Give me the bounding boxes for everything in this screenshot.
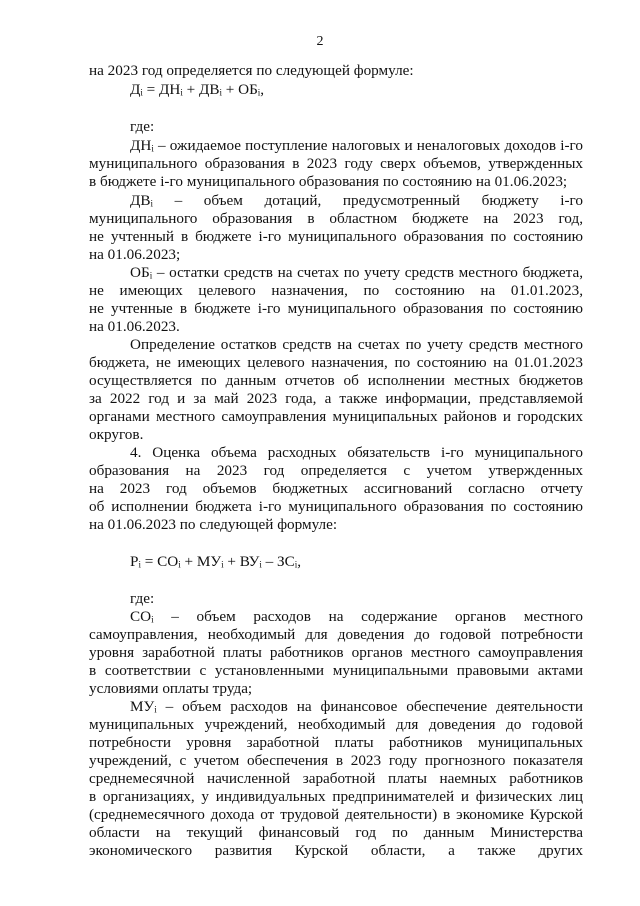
- text-line: об исполнении бюджета i-го муниципального образования по состоянию: [89, 498, 583, 515]
- text-line: учреждений, с учетом обеспечения в 2023 году прогнозного показателя: [89, 752, 583, 769]
- text-line: в бюджете i-го муниципального образования по состоянию на 01.06.2023;: [89, 173, 568, 190]
- text-line: на 2023 год объемов бюджетных ассигнований согласно отчету: [89, 480, 583, 497]
- text-line: на 01.06.2023 по следующей формуле:: [89, 516, 338, 533]
- text-line: муниципального образования в 2023 году сверх объемов, утвержденных: [89, 155, 583, 172]
- text-line: муниципального образования в областном бюджете на 2023 год,: [89, 210, 583, 227]
- text-line: МУᵢ – объем расходов на финансовое обеспечение деятельности: [130, 698, 583, 715]
- text-line: за 2022 год и за май 2023 года, а также информации, представляемой: [89, 390, 583, 407]
- text-line: образования на 2023 год определяется с учетом утвержденных: [89, 462, 583, 479]
- text-line: среднемесячной начисленной заработной платы наемных работников: [89, 770, 583, 787]
- text-line: в организациях, у индивидуальных предпринимателей и физических лиц: [89, 788, 583, 805]
- text-line: где:: [130, 118, 155, 135]
- formula-p: Рᵢ = СОᵢ + МУᵢ + ВУᵢ – ЗСᵢ,: [130, 553, 302, 570]
- text-line: не учтенный в бюджете i-го муниципального образования по состоянию: [89, 228, 583, 245]
- page-number: 2: [316, 34, 324, 49]
- text-line: органами местного самоуправления муниципальных районов и городских: [89, 408, 583, 425]
- text-line: муниципальных учреждений, необходимый для доведения до годовой: [89, 716, 583, 733]
- text-line: на 01.06.2023;: [89, 246, 181, 263]
- text-line: ОБᵢ – остатки средств на счетах по учету средств местного бюджета,: [130, 264, 583, 281]
- text-line: на 2023 год определяется по следующей формуле:: [89, 62, 414, 79]
- text-line: условиями оплаты труда;: [89, 680, 253, 697]
- text-line: ДВᵢ – объем дотаций, предусмотренный бюджету i-го: [130, 192, 583, 209]
- text-line: потребности уровня заработной платы работников муниципальных: [89, 734, 583, 751]
- text-line: в соответствии с установленными муниципальными правовыми актами: [89, 662, 583, 679]
- formula-d: Дᵢ = ДНᵢ + ДВᵢ + ОБᵢ,: [130, 81, 265, 98]
- text-line: где:: [130, 590, 155, 607]
- text-line: не учтенные в бюджете i-го муниципального образования по состоянию: [89, 300, 583, 317]
- text-line: округов.: [89, 426, 144, 443]
- text-line: на 01.06.2023.: [89, 318, 180, 335]
- section-heading-4: 4. Оценка объема расходных обязательств i-го муниципального: [130, 444, 583, 461]
- text-line: Определение остатков средств на счетах по учету средств местного: [130, 336, 583, 353]
- text-line: самоуправления, необходимый для доведения до годовой потребности: [89, 626, 583, 643]
- text-line: не имеющих целевого назначения, по состоянию на 01.01.2023,: [89, 282, 583, 299]
- text-line: осуществляется по данным отчетов об исполнении местных бюджетов: [89, 372, 583, 389]
- text-line: области на текущий финансовый год по данным Министерства: [89, 824, 583, 841]
- text-line: экономического развития Курской области, а также других: [89, 842, 583, 859]
- text-line: ДНᵢ – ожидаемое поступление налоговых и неналоговых доходов i-го: [130, 137, 583, 154]
- text-line: бюджета, не имеющих целевого назначения, по состоянию на 01.01.2023: [89, 354, 583, 371]
- text-line: СОᵢ – объем расходов на содержание органов местного: [130, 608, 583, 625]
- text-line: уровня заработной платы работников органов местного самоуправления: [89, 644, 583, 661]
- text-line: (среднемесячного дохода от трудовой деятельности) в экономике Курской: [89, 806, 583, 823]
